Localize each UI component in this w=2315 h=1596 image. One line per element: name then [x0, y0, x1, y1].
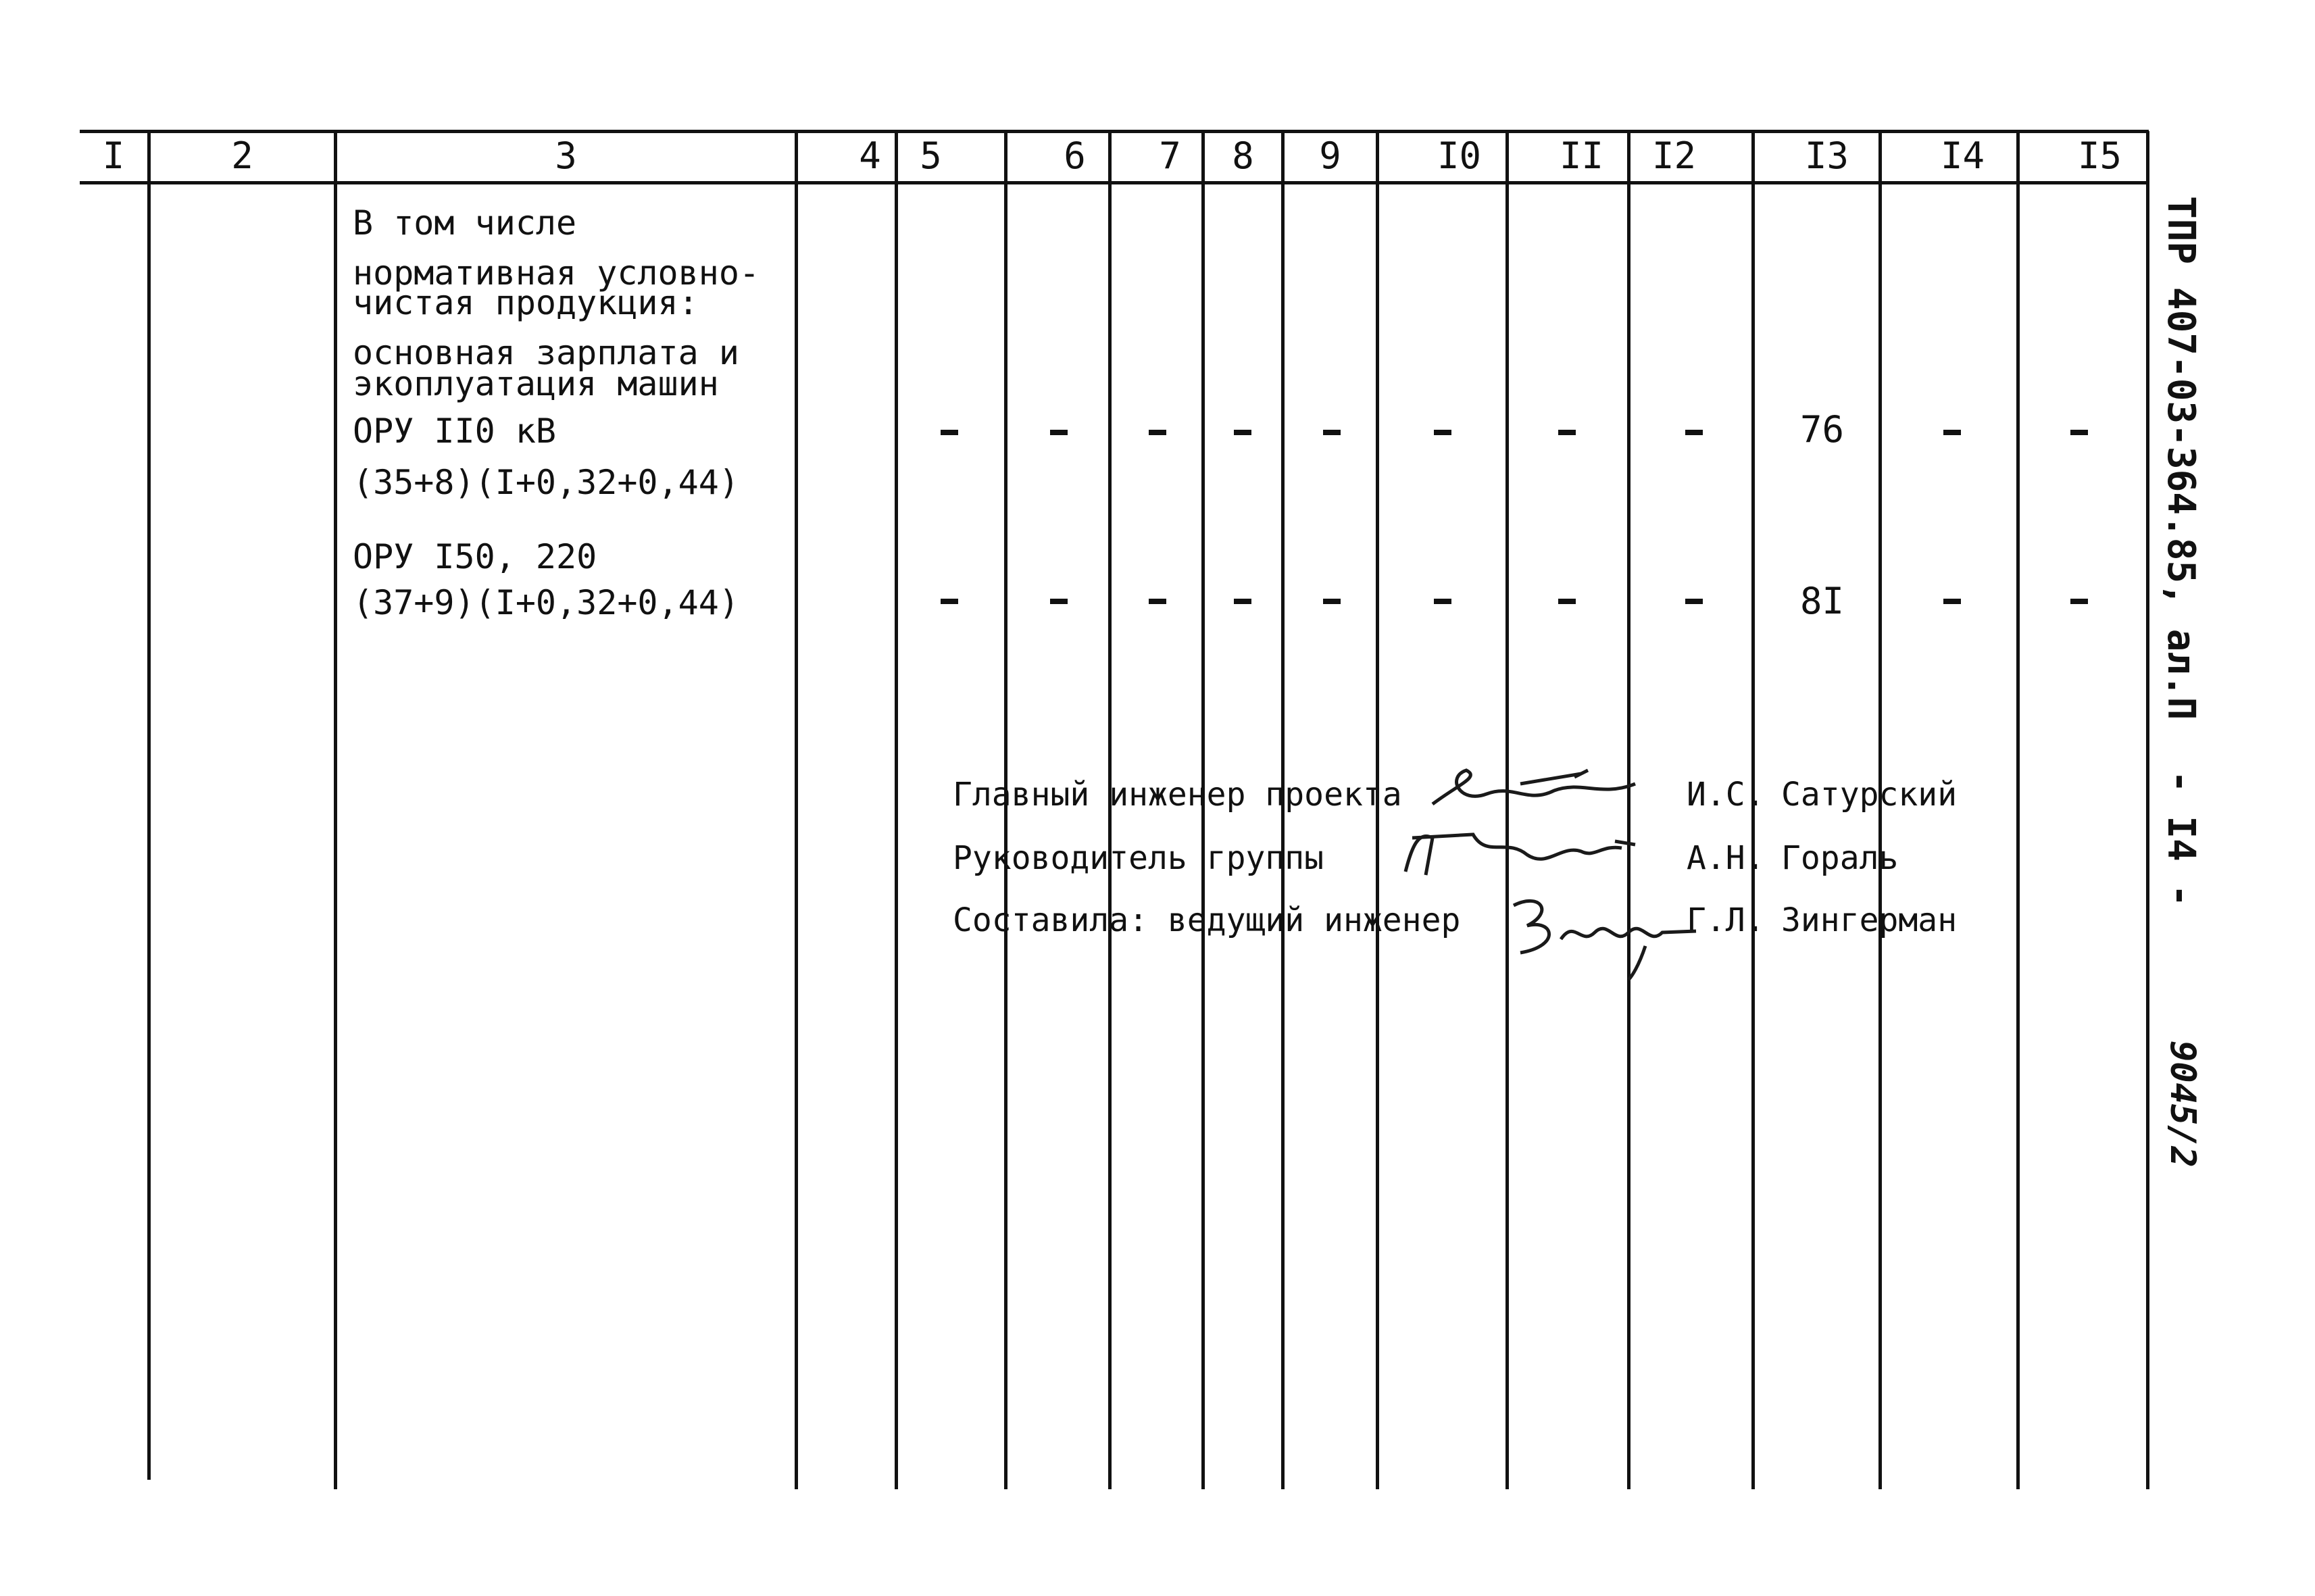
empty-cell-dash: [2070, 430, 2088, 435]
column-divider: [334, 131, 337, 1489]
signer-position: Руководитель группы: [953, 839, 1324, 877]
item-text: чистая продукция:: [353, 283, 699, 322]
column-header: I4: [1940, 134, 1985, 177]
signer-surname: Сатурский: [1781, 776, 1958, 814]
item-text: нормативная условно-: [353, 253, 760, 293]
empty-cell-dash: [1234, 430, 1251, 435]
empty-cell-dash: [1685, 430, 1703, 435]
column-header: 7: [1159, 134, 1181, 177]
column-header: 2: [231, 134, 253, 177]
cell-value: 8I: [1800, 580, 1845, 622]
signer-position: Главный инженер проекта: [953, 776, 1402, 814]
item-text: ОРУ I50, 220: [353, 537, 597, 576]
column-header: 5: [920, 134, 942, 177]
column-header: 9: [1319, 134, 1341, 177]
empty-cell-dash: [1685, 599, 1703, 604]
empty-cell-dash: [941, 599, 958, 604]
archive-stamp: 9045/2: [2162, 1041, 2203, 1168]
column-header: II: [1559, 134, 1604, 177]
signer-initials: Г.Л.: [1687, 901, 1765, 939]
signer-initials: А.Н.: [1687, 839, 1765, 877]
empty-cell-dash: [1234, 599, 1251, 604]
signer-surname: Гораль: [1781, 839, 1899, 877]
item-text: В том числе: [353, 203, 577, 243]
empty-cell-dash: [2070, 599, 2088, 604]
item-formula: (37+9)(I+0,32+0,44): [353, 583, 739, 622]
column-header: I5: [2077, 134, 2122, 177]
signer-surname: Зингерман: [1781, 901, 1958, 939]
empty-cell-dash: [1149, 430, 1166, 435]
column-header: I3: [1804, 134, 1849, 177]
column-divider: [895, 131, 898, 1489]
column-header: I2: [1651, 134, 1697, 177]
cell-value: 76: [1800, 408, 1845, 451]
empty-cell-dash: [1434, 599, 1451, 604]
empty-cell-dash: [1943, 430, 1961, 435]
signer-initials: И.С.: [1687, 776, 1765, 814]
empty-cell-dash: [1050, 599, 1068, 604]
column-divider: [795, 131, 798, 1489]
empty-cell-dash: [941, 430, 958, 435]
empty-cell-dash: [1434, 430, 1451, 435]
item-formula: (35+8)(I+0,32+0,44): [353, 463, 739, 502]
column-divider: [147, 131, 151, 1480]
empty-cell-dash: [1558, 599, 1576, 604]
handwritten-signature: [1392, 818, 1649, 885]
column-header: I0: [1437, 134, 1482, 177]
empty-cell-dash: [1323, 599, 1341, 604]
handwritten-signature: [1500, 878, 1703, 987]
item-text: ОРУ II0 кВ: [353, 412, 557, 451]
empty-cell-dash: [1050, 430, 1068, 435]
item-text: экоплуатация машин: [353, 364, 719, 403]
empty-cell-dash: [1943, 599, 1961, 604]
table-header-rule: [80, 181, 2149, 184]
empty-cell-dash: [1323, 430, 1341, 435]
column-divider: [2146, 131, 2149, 1489]
column-header: 6: [1064, 134, 1086, 177]
item-text: основная зарплата и: [353, 333, 739, 372]
column-header: 3: [555, 134, 577, 177]
document-code: ТПР 407-03-364.85, ал.П: [2159, 196, 2203, 720]
column-header: 4: [859, 134, 881, 177]
handwritten-signature: [1419, 757, 1649, 824]
signer-position: Составила: ведущий инженер: [953, 901, 1461, 939]
column-divider: [2016, 131, 2020, 1489]
page-number: - I4 -: [2159, 770, 2203, 907]
empty-cell-dash: [1558, 430, 1576, 435]
column-header: I: [102, 134, 125, 177]
column-header: 8: [1232, 134, 1254, 177]
empty-cell-dash: [1149, 599, 1166, 604]
